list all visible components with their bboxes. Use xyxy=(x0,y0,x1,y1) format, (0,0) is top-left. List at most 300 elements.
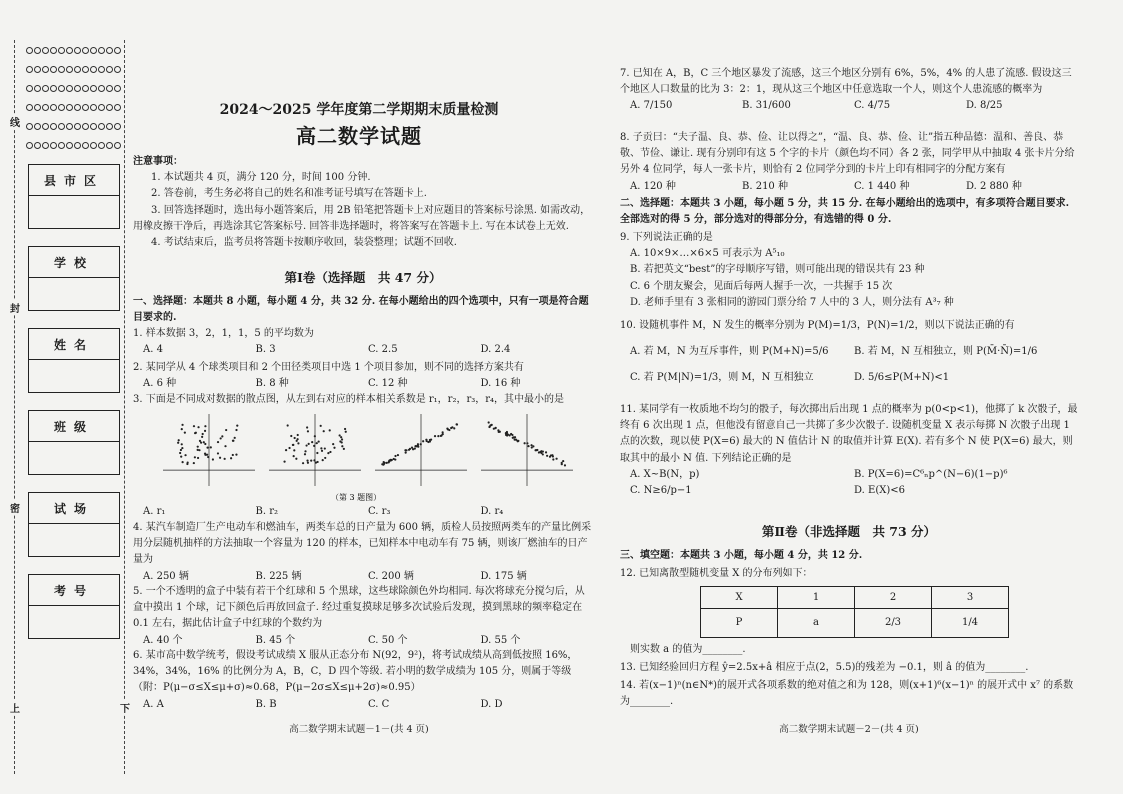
punch-hole xyxy=(34,123,41,130)
scatter-point xyxy=(306,426,308,428)
table-cell: P xyxy=(701,609,778,638)
options-row xyxy=(133,342,593,358)
punch-hole xyxy=(114,47,121,54)
punch-hole xyxy=(82,123,89,130)
question-9 xyxy=(620,230,1078,311)
scatter-point xyxy=(316,452,318,454)
scatter-point xyxy=(341,438,343,440)
option[interactable]: B. r₂ xyxy=(255,506,278,517)
scatter-point xyxy=(202,433,204,435)
punch-hole xyxy=(66,66,73,73)
scatter-point xyxy=(232,454,234,456)
question-stem: 8. 子贡曰：“夫子温、良、恭、俭、让以得之”，“温、良、恭、俭、让”指五种品德：温和、善良、恭敬、节俭、谦让. 现有分别印有这 5 个字的卡片（颜色均不同）各 2 张，同学甲从中抽取 4 张卡片分给另外 4 位同学，每人一张卡片，则恰有 2 位同学分到的卡片上印有相同字的分配方案有 xyxy=(620,132,1075,176)
scatter-point xyxy=(383,461,385,463)
punch-hole xyxy=(50,123,57,130)
options-row xyxy=(620,370,1078,386)
option[interactable]: B. 210 种 xyxy=(742,180,788,192)
scatter-point xyxy=(324,457,326,459)
scatter-point xyxy=(329,451,331,453)
scatter-point xyxy=(323,430,325,432)
scatter-point xyxy=(221,435,223,437)
scatter-point xyxy=(495,427,497,429)
punch-hole xyxy=(90,47,97,54)
option[interactable]: A. A xyxy=(143,698,164,710)
punch-hole xyxy=(42,47,49,54)
option[interactable]: C. N≥6/p−1 xyxy=(630,485,692,497)
scatter-point xyxy=(292,444,294,446)
scatter-point xyxy=(293,449,295,451)
option[interactable]: B. P(X=6)=C⁶ₙp^(N−6)(1−p)⁶ xyxy=(854,468,1008,480)
scatter-point xyxy=(220,437,222,439)
scatter-point xyxy=(297,442,299,444)
scatter-point xyxy=(448,429,450,431)
scatter-point xyxy=(311,441,313,443)
options-row xyxy=(620,179,1078,195)
margin-label-top: 上 xyxy=(8,700,22,715)
scatter-point xyxy=(182,461,184,463)
punch-hole xyxy=(26,123,33,130)
notice-item: 2. 答卷前，考生务必将自己的姓名和准考证号填写在答题卡上. xyxy=(151,188,427,200)
scatter-point xyxy=(232,440,234,442)
scatter-plots-figure xyxy=(155,410,585,502)
option[interactable]: A. X~B(N，p) xyxy=(630,468,700,480)
section1-intro: 一、选择题：本题共 8 小题，每小题 4 分，共 32 分. 在每小题给出的四个选项中，只有一项是符合题目要求的. xyxy=(133,296,589,324)
scatter-point xyxy=(313,459,315,461)
scatter-point xyxy=(193,425,195,427)
scatter-point xyxy=(531,446,533,448)
part1-title: 第Ⅰ卷（选择题 共 47 分） xyxy=(284,270,442,285)
scatter-plot xyxy=(375,414,467,486)
punch-hole xyxy=(90,85,97,92)
scatter-point xyxy=(308,443,310,445)
scatter-point xyxy=(451,426,453,428)
scatter-plot xyxy=(481,414,573,486)
question-6 xyxy=(133,648,593,713)
scatter-point xyxy=(388,460,390,462)
scatter-point xyxy=(546,455,548,457)
scatter-point xyxy=(340,436,342,438)
scatter-point xyxy=(184,454,186,456)
option[interactable]: D. 老师手里有 3 张相同的游园门票分给 7 人中的 3 人，则分法有 A³₇ 种 xyxy=(630,296,954,308)
scatter-point xyxy=(333,447,335,449)
option[interactable]: D. 16 种 xyxy=(480,378,521,390)
scatter-point xyxy=(411,446,413,448)
scatter-point xyxy=(204,425,206,427)
scatter-point xyxy=(307,430,309,432)
table-cell: 1/4 xyxy=(932,609,1009,638)
option[interactable]: D. 2.4 xyxy=(480,344,511,356)
scatter-point xyxy=(414,445,416,447)
scatter-point xyxy=(393,458,395,460)
scatter-point xyxy=(405,451,407,453)
option[interactable]: C. 12 种 xyxy=(368,378,408,390)
punch-hole xyxy=(58,142,65,149)
punch-holes xyxy=(26,40,124,156)
scatter-point xyxy=(405,449,407,451)
scatter-point xyxy=(178,439,180,441)
scatter-point xyxy=(339,434,341,436)
punch-hole xyxy=(114,85,121,92)
scatter-point xyxy=(225,429,227,431)
table-row xyxy=(701,609,1009,638)
scatter-point xyxy=(307,462,309,464)
scatter-plot xyxy=(163,414,255,486)
punch-hole xyxy=(58,47,65,54)
scatter-point xyxy=(506,434,508,436)
question-stem: 9. 下列说法正确的是 xyxy=(620,232,713,243)
notice-section xyxy=(133,154,593,251)
punch-hole xyxy=(98,85,105,92)
option[interactable]: D. 55 个 xyxy=(480,634,521,646)
scatter-point xyxy=(491,424,493,426)
question-13[interactable]: 13. 已知经验回归方程 ŷ=2.5x+â 相应于点(2，5.5)的残差为 −0.1，则 â 的值为________. xyxy=(620,662,1029,673)
punch-hole xyxy=(34,104,41,111)
table-cell: 2/3 xyxy=(855,609,932,638)
scatter-point xyxy=(514,439,516,441)
scatter-point xyxy=(230,457,232,459)
scatter-point xyxy=(324,447,326,449)
option[interactable]: B. B xyxy=(255,698,277,710)
scatter-point xyxy=(224,445,226,447)
scatter-point xyxy=(197,449,199,451)
scatter-point xyxy=(199,440,201,442)
scatter-point xyxy=(181,443,183,445)
scatter-point xyxy=(321,450,323,452)
options-row xyxy=(620,483,1078,499)
option[interactable]: D. 5/6≤P(M+N)<1 xyxy=(854,372,950,384)
scatter-point xyxy=(304,453,306,455)
option[interactable]: A. 250 辆 xyxy=(143,570,189,582)
scatter-point xyxy=(285,449,287,451)
notice-heading: 注意事项： xyxy=(133,156,183,167)
punch-hole xyxy=(34,142,41,149)
scatter-point xyxy=(550,454,552,456)
scatter-point xyxy=(437,435,439,437)
punch-hole xyxy=(26,104,33,111)
option[interactable]: C. 6 个朋友聚会，见面后每两人握手一次，一共握手 15 次 xyxy=(630,280,893,292)
punch-hole xyxy=(42,142,49,149)
punch-hole xyxy=(82,142,89,149)
scatter-point xyxy=(552,455,554,457)
question-stem: 4. 某汽车制造厂生产电动车和燃油车，两类车总的日产量为 600 辆，质检人员按照两类车的产量比例采用分层随机抽样的方法抽取一个容量为 120 的样本，已知样本中电动车有 75 辆，则该厂燃油车的日产量为 xyxy=(133,522,592,566)
scatter-point xyxy=(177,442,179,444)
notice-item: 4. 考试结束后，监考员将答题卡按顺序收回，装袋整理；试题不回收. xyxy=(151,237,457,249)
question-stem: 3. 下面是不同成对数据的散点图，从左到右对应的样本相关系数是 r₁，r₂，r₃，r₄，其中最小的是 xyxy=(133,394,565,405)
option[interactable]: A. 10×9×…×6×5 可表示为 A⁵₁₀ xyxy=(630,248,785,260)
scatter-point xyxy=(293,455,295,457)
field-school[interactable]: 学校 xyxy=(28,246,120,311)
page-footer-1: 高二数学期末试题－1－(共 4 页) xyxy=(289,724,429,735)
scatter-point xyxy=(434,435,436,437)
scatter-point xyxy=(320,447,322,449)
punch-hole xyxy=(58,85,65,92)
field-class[interactable]: 班级 xyxy=(28,410,120,475)
question-1 xyxy=(133,326,593,358)
table-cell: 3 xyxy=(932,587,1009,609)
scatter-point xyxy=(511,434,513,436)
scatter-point xyxy=(290,435,292,437)
field-exam-room[interactable]: 试场 xyxy=(28,492,120,557)
scatter-point xyxy=(540,452,542,454)
question-3-options xyxy=(133,504,593,520)
options-row xyxy=(620,98,1078,114)
scatter-point xyxy=(499,431,501,433)
options-row xyxy=(133,504,593,520)
question-4 xyxy=(133,520,593,585)
option[interactable]: D. 175 辆 xyxy=(480,570,527,582)
question-5 xyxy=(133,584,593,649)
option[interactable]: C. 2.5 xyxy=(368,344,398,356)
option[interactable]: D. E(X)<6 xyxy=(854,485,905,497)
punch-hole xyxy=(74,123,81,130)
page-footer-2: 高二数学期末试题－2－(共 4 页) xyxy=(779,724,919,735)
punch-hole xyxy=(90,142,97,149)
option[interactable]: D. 2 880 种 xyxy=(966,180,1022,192)
scatter-point xyxy=(194,456,196,458)
option[interactable]: B. 31/600 xyxy=(742,100,791,112)
punch-hole xyxy=(66,123,73,130)
options-row xyxy=(620,467,1078,483)
option[interactable]: C. 50 个 xyxy=(368,634,408,646)
punch-hole xyxy=(26,47,33,54)
scatter-point xyxy=(204,452,206,454)
option[interactable]: A. 7/150 xyxy=(630,100,673,112)
scatter-point xyxy=(236,425,238,427)
scatter-point xyxy=(386,462,388,464)
scatter-point xyxy=(197,426,199,428)
punch-hole xyxy=(106,66,113,73)
scatter-point xyxy=(181,424,183,426)
field-county[interactable]: 县市区 xyxy=(28,164,120,229)
punch-hole xyxy=(82,66,89,73)
scatter-point xyxy=(318,440,320,442)
punch-hole xyxy=(74,142,81,149)
scatter-point xyxy=(341,445,343,447)
punch-hole xyxy=(26,66,33,73)
table-cell: 2 xyxy=(855,587,932,609)
punch-hole xyxy=(50,47,57,54)
scatter-point xyxy=(408,449,410,451)
punch-hole xyxy=(74,104,81,111)
scatter-point xyxy=(294,437,296,439)
option[interactable]: B. 8 种 xyxy=(255,378,289,390)
scatter-point xyxy=(422,440,424,442)
table-cell: 1 xyxy=(778,587,855,609)
option[interactable]: B. 45 个 xyxy=(255,634,296,646)
scatter-point xyxy=(180,456,182,458)
question-hint: （附：P(μ−σ≤X≤μ+σ)≈0.68，P(μ−2σ≤X≤μ+2σ)≈0.95） xyxy=(133,682,421,694)
punch-hole xyxy=(42,123,49,130)
seal-line-inner xyxy=(124,40,125,774)
punch-hole xyxy=(66,47,73,54)
scatter-point xyxy=(313,445,315,447)
option[interactable]: A. 40 个 xyxy=(143,634,183,646)
scatter-point xyxy=(195,432,197,434)
scatter-point xyxy=(186,463,188,465)
option[interactable]: D. r₄ xyxy=(480,506,504,517)
punch-hole xyxy=(26,142,33,149)
punch-hole xyxy=(42,104,49,111)
punch-hole xyxy=(106,104,113,111)
scatter-point xyxy=(426,440,428,442)
table-cell: X xyxy=(701,587,778,609)
seal-line xyxy=(14,40,15,774)
option[interactable]: C. r₃ xyxy=(368,506,391,517)
option[interactable]: A. r₁ xyxy=(143,506,166,517)
punch-hole xyxy=(34,85,41,92)
option[interactable]: B. 225 辆 xyxy=(255,570,302,582)
figure-caption: （第 3 题图） xyxy=(331,493,382,502)
question-10 xyxy=(620,318,1078,387)
option[interactable]: A. 若 M，N 为互斥事件，则 P(M+N)=5/6 xyxy=(630,346,829,358)
notice-item: 3. 回答选择题时，选出每小题答案后，用 2B 铅笔把答题卡上对应题目的答案标号涂黑. 如需改动，用橡皮擦干净后，再选涂其它答案标号. 回答非选择题时，将答案写在答题卡上. 写在本试卷上无效. xyxy=(133,204,591,232)
punch-hole xyxy=(74,66,81,73)
question-blank[interactable]: 则实数 a 的值为________. xyxy=(630,644,746,656)
section3-intro: 三、填空题：本题共 3 小题，每小题 4 分，共 12 分. xyxy=(620,550,863,561)
distribution-table xyxy=(700,586,1009,638)
option[interactable]: A. 6 种 xyxy=(143,378,177,390)
scatter-point xyxy=(217,441,219,443)
question-12 xyxy=(620,566,1078,658)
scatter-point xyxy=(206,454,208,456)
field-name[interactable]: 姓名 xyxy=(28,328,120,393)
scatter-point xyxy=(417,443,419,445)
scatter-point xyxy=(234,437,236,439)
option[interactable]: C. C xyxy=(368,698,390,710)
margin-label-line: 线 xyxy=(8,114,22,129)
scatter-point xyxy=(555,458,557,460)
scatter-point xyxy=(320,425,322,427)
punch-hole xyxy=(114,66,121,73)
scatter-point xyxy=(453,427,455,429)
scatter-point xyxy=(526,442,528,444)
option[interactable]: B. 若 M，N 互相独立，则 P(M̄·N̄)=1/6 xyxy=(854,346,1038,358)
scatter-point xyxy=(217,452,219,454)
punch-hole xyxy=(106,47,113,54)
options-row xyxy=(620,344,1078,360)
option[interactable]: A. 4 xyxy=(143,344,163,356)
scatter-point xyxy=(200,442,202,444)
scatter-point xyxy=(219,457,221,459)
punch-hole xyxy=(66,142,73,149)
scatter-point xyxy=(316,442,318,444)
punch-hole xyxy=(98,123,105,130)
option[interactable]: B. 3 xyxy=(255,344,276,356)
punch-hole xyxy=(34,47,41,54)
punch-hole xyxy=(66,104,73,111)
punch-hole xyxy=(58,123,65,130)
scatter-point xyxy=(193,462,195,464)
scatter-point xyxy=(327,452,329,454)
scatter-point xyxy=(545,451,547,453)
scatter-point xyxy=(381,463,383,465)
exam-title: 高二数学试题 xyxy=(296,124,422,148)
exam-term-title: 2024～2025 学年度第二学期期末质量检测 xyxy=(219,102,499,118)
scatter-point xyxy=(345,431,347,433)
punch-hole xyxy=(114,123,121,130)
scatter-point xyxy=(552,458,554,460)
punch-hole xyxy=(74,47,81,54)
margin-label-seal: 封 xyxy=(8,300,22,315)
scatter-point xyxy=(181,428,183,430)
punch-hole xyxy=(98,66,105,73)
option[interactable]: D. 8/25 xyxy=(966,100,1003,112)
options-row xyxy=(133,633,593,649)
scatter-point xyxy=(488,421,490,423)
punch-hole xyxy=(114,104,121,111)
question-stem: 12. 已知离散型随机变量 X 的分布列如下： xyxy=(620,568,813,579)
table-cell: a xyxy=(778,609,855,638)
scatter-point xyxy=(210,446,212,448)
scatter-point xyxy=(206,447,208,449)
punch-hole xyxy=(58,104,65,111)
margin-label-secret: 密 xyxy=(8,500,22,515)
question-11 xyxy=(620,402,1078,499)
scatter-point xyxy=(343,448,345,450)
option[interactable]: C. 1 440 种 xyxy=(854,180,910,192)
punch-hole xyxy=(42,85,49,92)
option[interactable]: A. 120 种 xyxy=(630,180,676,192)
punch-hole xyxy=(82,104,89,111)
scatter-point xyxy=(394,455,396,457)
scatter-point xyxy=(296,440,298,442)
option[interactable]: C. 200 辆 xyxy=(368,570,414,582)
notice-item: 1. 本试题共 4 页，满分 120 分，时间 100 分钟. xyxy=(151,172,371,184)
scatter-point xyxy=(212,458,214,460)
option[interactable]: C. 4/75 xyxy=(854,100,891,112)
punch-hole xyxy=(50,104,57,111)
scatter-point xyxy=(339,440,341,442)
question-stem: 10. 设随机事件 M，N 发生的概率分别为 P(M)=1/3，P(N)=1/2，则以下说法正确的有 xyxy=(620,320,1015,331)
punch-hole xyxy=(82,85,89,92)
question-stem: 2. 某同学从 4 个球类项目和 2 个田径类项目中选 1 个项目参加，则不同的选择方案共有 xyxy=(133,362,524,373)
punch-hole xyxy=(74,85,81,92)
options-row xyxy=(133,376,593,392)
scatter-point xyxy=(513,436,515,438)
question-14[interactable]: 14. 若(x−1)ⁿ(n∈N*)的展开式各项系数的绝对值之和为 128，则(x+1)⁶(x−1)ⁿ 的展开式中 x⁷ 的系数为________. xyxy=(620,680,1074,708)
scatter-point xyxy=(295,458,297,460)
scatter-point xyxy=(420,443,422,445)
punch-hole xyxy=(106,85,113,92)
scatter-point xyxy=(297,434,299,436)
scatter-point xyxy=(184,432,186,434)
scatter-point xyxy=(332,443,334,445)
option[interactable]: C. 若 P(M|N)=1/3，则 M，N 互相独立 xyxy=(630,372,814,384)
punch-hole xyxy=(50,66,57,73)
options-row xyxy=(133,569,593,585)
scatter-point xyxy=(493,428,495,430)
option[interactable]: D. D xyxy=(480,698,503,710)
scatter-point xyxy=(204,443,206,445)
option[interactable]: B. 若把英文“best”的字母顺序写错，则可能出现的错误共有 23 种 xyxy=(630,264,925,276)
scatter-point xyxy=(561,463,563,465)
field-exam-number[interactable]: 考号 xyxy=(28,574,120,639)
scatter-point xyxy=(344,428,346,430)
punch-hole xyxy=(82,47,89,54)
punch-hole xyxy=(106,123,113,130)
scatter-point xyxy=(203,441,205,443)
scatter-point xyxy=(302,462,304,464)
section2-intro: 二、选择题：本题共 3 小题，每小题 5 分，共 15 分. 在每小题给出的选项中，有多项符合题目要求. 全部选对的得 5 分，部分选对的得部分分，有选错的得 0 分. xyxy=(620,198,1070,226)
scatter-point xyxy=(530,444,532,446)
scatter-point xyxy=(181,447,183,449)
scatter-point xyxy=(316,461,318,463)
scatter-point xyxy=(224,458,226,460)
punch-hole xyxy=(98,142,105,149)
punch-hole xyxy=(114,142,121,149)
scatter-point xyxy=(456,423,458,425)
scatter-point xyxy=(204,430,206,432)
